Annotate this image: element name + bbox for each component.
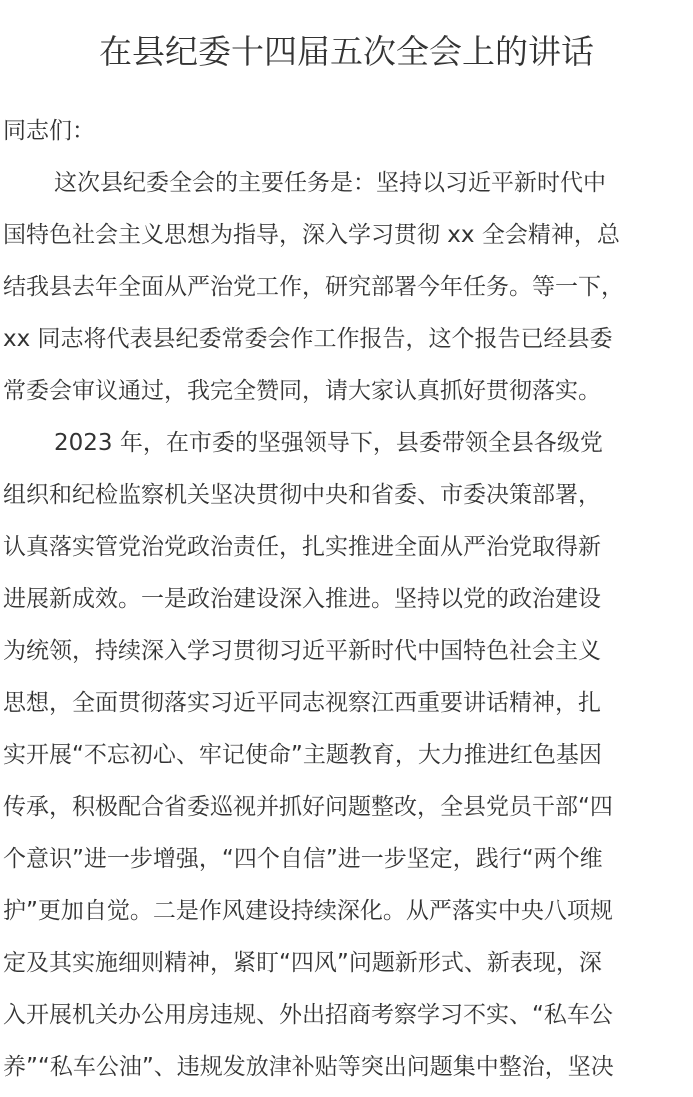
text-line: 护”更加自觉。二是作风建设持续深化。从严落实中央八项规	[3, 898, 613, 924]
text-line: 定及其实施细则精神，紧盯“四风”问题新形式、新表现，深	[3, 950, 602, 976]
text-line: 2023 年，在市委的坚强领导下，县委带领全县各级党	[54, 430, 603, 456]
text-line: 思想，全面贯彻落实习近平同志视察江西重要讲话精神，扎	[3, 690, 601, 716]
text-line: xx 同志将代表县纪委常委会作工作报告，这个报告已经县委	[3, 326, 613, 352]
text-line: 常委会审议通过，我完全赞同，请大家认真抓好贯彻落实。	[3, 378, 601, 404]
text-line: 养”“私车公油”、违规发放津补贴等突出问题集中整治，坚决	[3, 1054, 614, 1080]
text-line: 实开展“不忘初心、牢记使命”主题教育，大力推进红色基因	[3, 742, 602, 768]
text-line: 入开展机关办公用房违规、外出招商考察学习不实、“私车公	[3, 1002, 613, 1028]
text-line: 个意识”进一步增强，“四个自信”进一步坚定，践行“两个维	[3, 846, 603, 872]
text-line: 国特色社会主义思想为指导，深入学习贯彻 xx 全会精神，总	[3, 222, 620, 248]
text-line: 为统领，持续深入学习贯彻习近平新时代中国特色社会主义	[3, 638, 601, 664]
text-line: 结我县去年全面从严治党工作，研究部署今年任务。等一下，	[3, 274, 624, 300]
text-line: 组织和纪检监察机关坚决贯彻中央和省委、市委决策部署，	[3, 482, 601, 508]
salutation: 同志们：	[3, 118, 95, 144]
text-line: 认真落实管党治党政治责任，扎实推进全面从严治党取得新	[3, 534, 601, 560]
text-line: 这次县纪委全会的主要任务是：坚持以习近平新时代中	[54, 170, 606, 196]
text-line: 进展新成效。一是政治建设深入推进。坚持以党的政治建设	[3, 586, 601, 612]
text-line: 传承，积极配合省委巡视并抓好问题整改，全县党员干部“四	[3, 794, 613, 820]
document-title: 在县纪委十四届五次全会上的讲话	[99, 32, 594, 71]
